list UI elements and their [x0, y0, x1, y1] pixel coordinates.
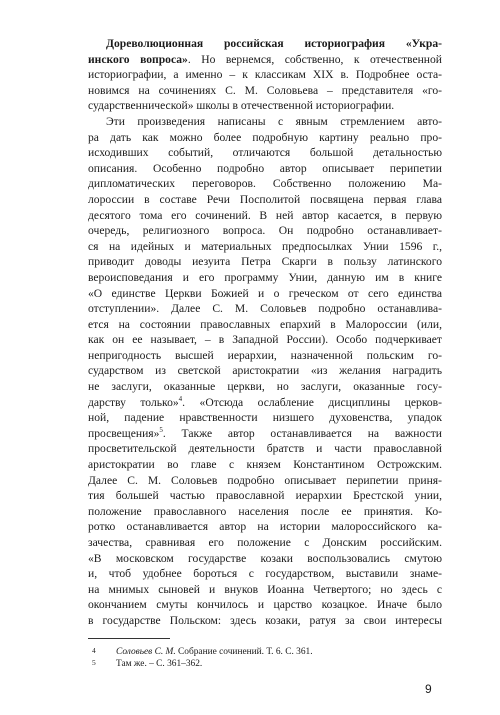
- page-body: [88, 36, 442, 629]
- footnote-ref-5[interactable]: 5: [159, 425, 163, 434]
- section-heading: Дореволюционная российская историография «Укра-: [106, 37, 442, 50]
- text-line: и, чтоб удобнее бороться с государством, выставили знаме-: [88, 567, 442, 581]
- text-span: дарству только»: [88, 395, 179, 409]
- text-line: десятого тома его сочинений. В ней автор касается, в первую: [88, 208, 442, 222]
- footnote-ref-4[interactable]: 4: [178, 394, 183, 403]
- text-line: как он ее называет, – в Западной России). Особо подчеркивает: [88, 333, 442, 347]
- text-line: [88, 52, 442, 68]
- text-line: зачества, сравнивая его положение с Донским российским.: [88, 536, 442, 549]
- text-line: Эти произведения написаны с явным стремлением авто-: [106, 114, 442, 128]
- text-line: сударством из светской аристократии «из желания наградить: [88, 364, 442, 378]
- text-line: описания. Особенно подробно автор описывает перипетии: [88, 161, 442, 175]
- text-line: аристократии во главе с князем Константином Острожским.: [88, 458, 442, 472]
- paragraph-1: [88, 36, 442, 114]
- text-span: просвещения»: [88, 426, 160, 440]
- text-line: «В московском государстве козаки воспользовались смутою: [88, 551, 442, 565]
- text-line: Далее С. М. Соловьев подробно описывает перипетии приня-: [88, 473, 442, 487]
- text-line: в государстве Польском: здесь козаки, ратуя за свои интересы: [88, 613, 442, 627]
- text-line: не заслуги, оказанные церкви, но заслуги, оказанные госу-: [88, 380, 442, 394]
- text-line: очередь, религиозного вопроса. Он подробно останавливает-: [88, 224, 442, 238]
- text-line: положение православного населения после ее принятия. Ко-: [88, 504, 442, 518]
- text-line: ра дать как можно более подробную картину реально про-: [88, 130, 442, 144]
- text-line: исходивших событий, отличаются большой детальностью: [88, 146, 442, 160]
- text-line: [88, 36, 442, 52]
- footnote-text: Собрание сочинений. Т. 6. С. 361.: [175, 647, 313, 657]
- text-line: на мнимых сыновей и внуков Иоанна Четвертого; но здесь с: [88, 582, 442, 596]
- footnote-divider: [88, 638, 170, 639]
- text-line: окончанием смуты кончилось и царство козацкое. Иначе было: [88, 598, 442, 612]
- text-line: вероисповедания и его программу Унии, данную им в книге: [88, 270, 442, 284]
- text-line: ется на состоянии православных епархий в Малороссии (или,: [88, 317, 442, 331]
- text-line: ротко останавливается автор на истории малороссийского ка-: [88, 520, 442, 534]
- text-line: [88, 426, 442, 442]
- page-number: 9: [425, 682, 432, 696]
- text-line: тия большей частью православной иерархии Брестской унии,: [88, 489, 442, 503]
- paragraph-2: [88, 114, 442, 629]
- footnote-author: Соловьев С. М.: [116, 647, 176, 657]
- footnote-4: [88, 646, 313, 658]
- section-heading-cont: инского вопроса»: [88, 52, 188, 66]
- text-line: отступлении». Далее С. М. Соловьев подробно останавлива-: [88, 302, 442, 316]
- text-line: сударственнической» школы в отечественной историографии.: [88, 99, 395, 113]
- text-span: . Также автор останавливается на важности: [162, 426, 442, 440]
- text-line: приводит доводы иезуита Петра Скарги в пользу латинского: [88, 255, 442, 269]
- footnote-5: [88, 658, 202, 670]
- text-span: . Но вернемся, собственно, к отечественной: [187, 52, 442, 66]
- text-line: лороссии в составе Речи Посполитой посвящена первая глава: [88, 192, 442, 206]
- text-line: непригодность высшей иерархии, назначенной польским го-: [88, 348, 442, 362]
- footnote-text: Там же. – С. 361–362.: [116, 659, 203, 669]
- text-line: «О единстве Церкви Божией и о греческом от сего единства: [88, 286, 442, 300]
- text-span: . «Отсюда ослабление дисциплины церков-: [182, 395, 442, 409]
- text-line: просветительской деятельности братств и части православной: [88, 442, 442, 456]
- footnote-number: 5: [92, 658, 96, 667]
- text-line: историографии, а именно – к классикам XIX в. Подробнее оста-: [88, 68, 442, 82]
- text-line: новимся на сочинениях С. М. Соловьева – представителя «го-: [88, 83, 442, 97]
- text-line: ся на идейных и материальных предпосылках Унии 1596 г.,: [88, 239, 442, 253]
- text-line: ной, падение нравственности низшего духовенства, упадок: [88, 411, 442, 425]
- text-line: [88, 395, 442, 411]
- text-line: дипломатических переговоров. Собственно положению Ма-: [88, 177, 442, 191]
- footnote-number: 4: [92, 646, 96, 655]
